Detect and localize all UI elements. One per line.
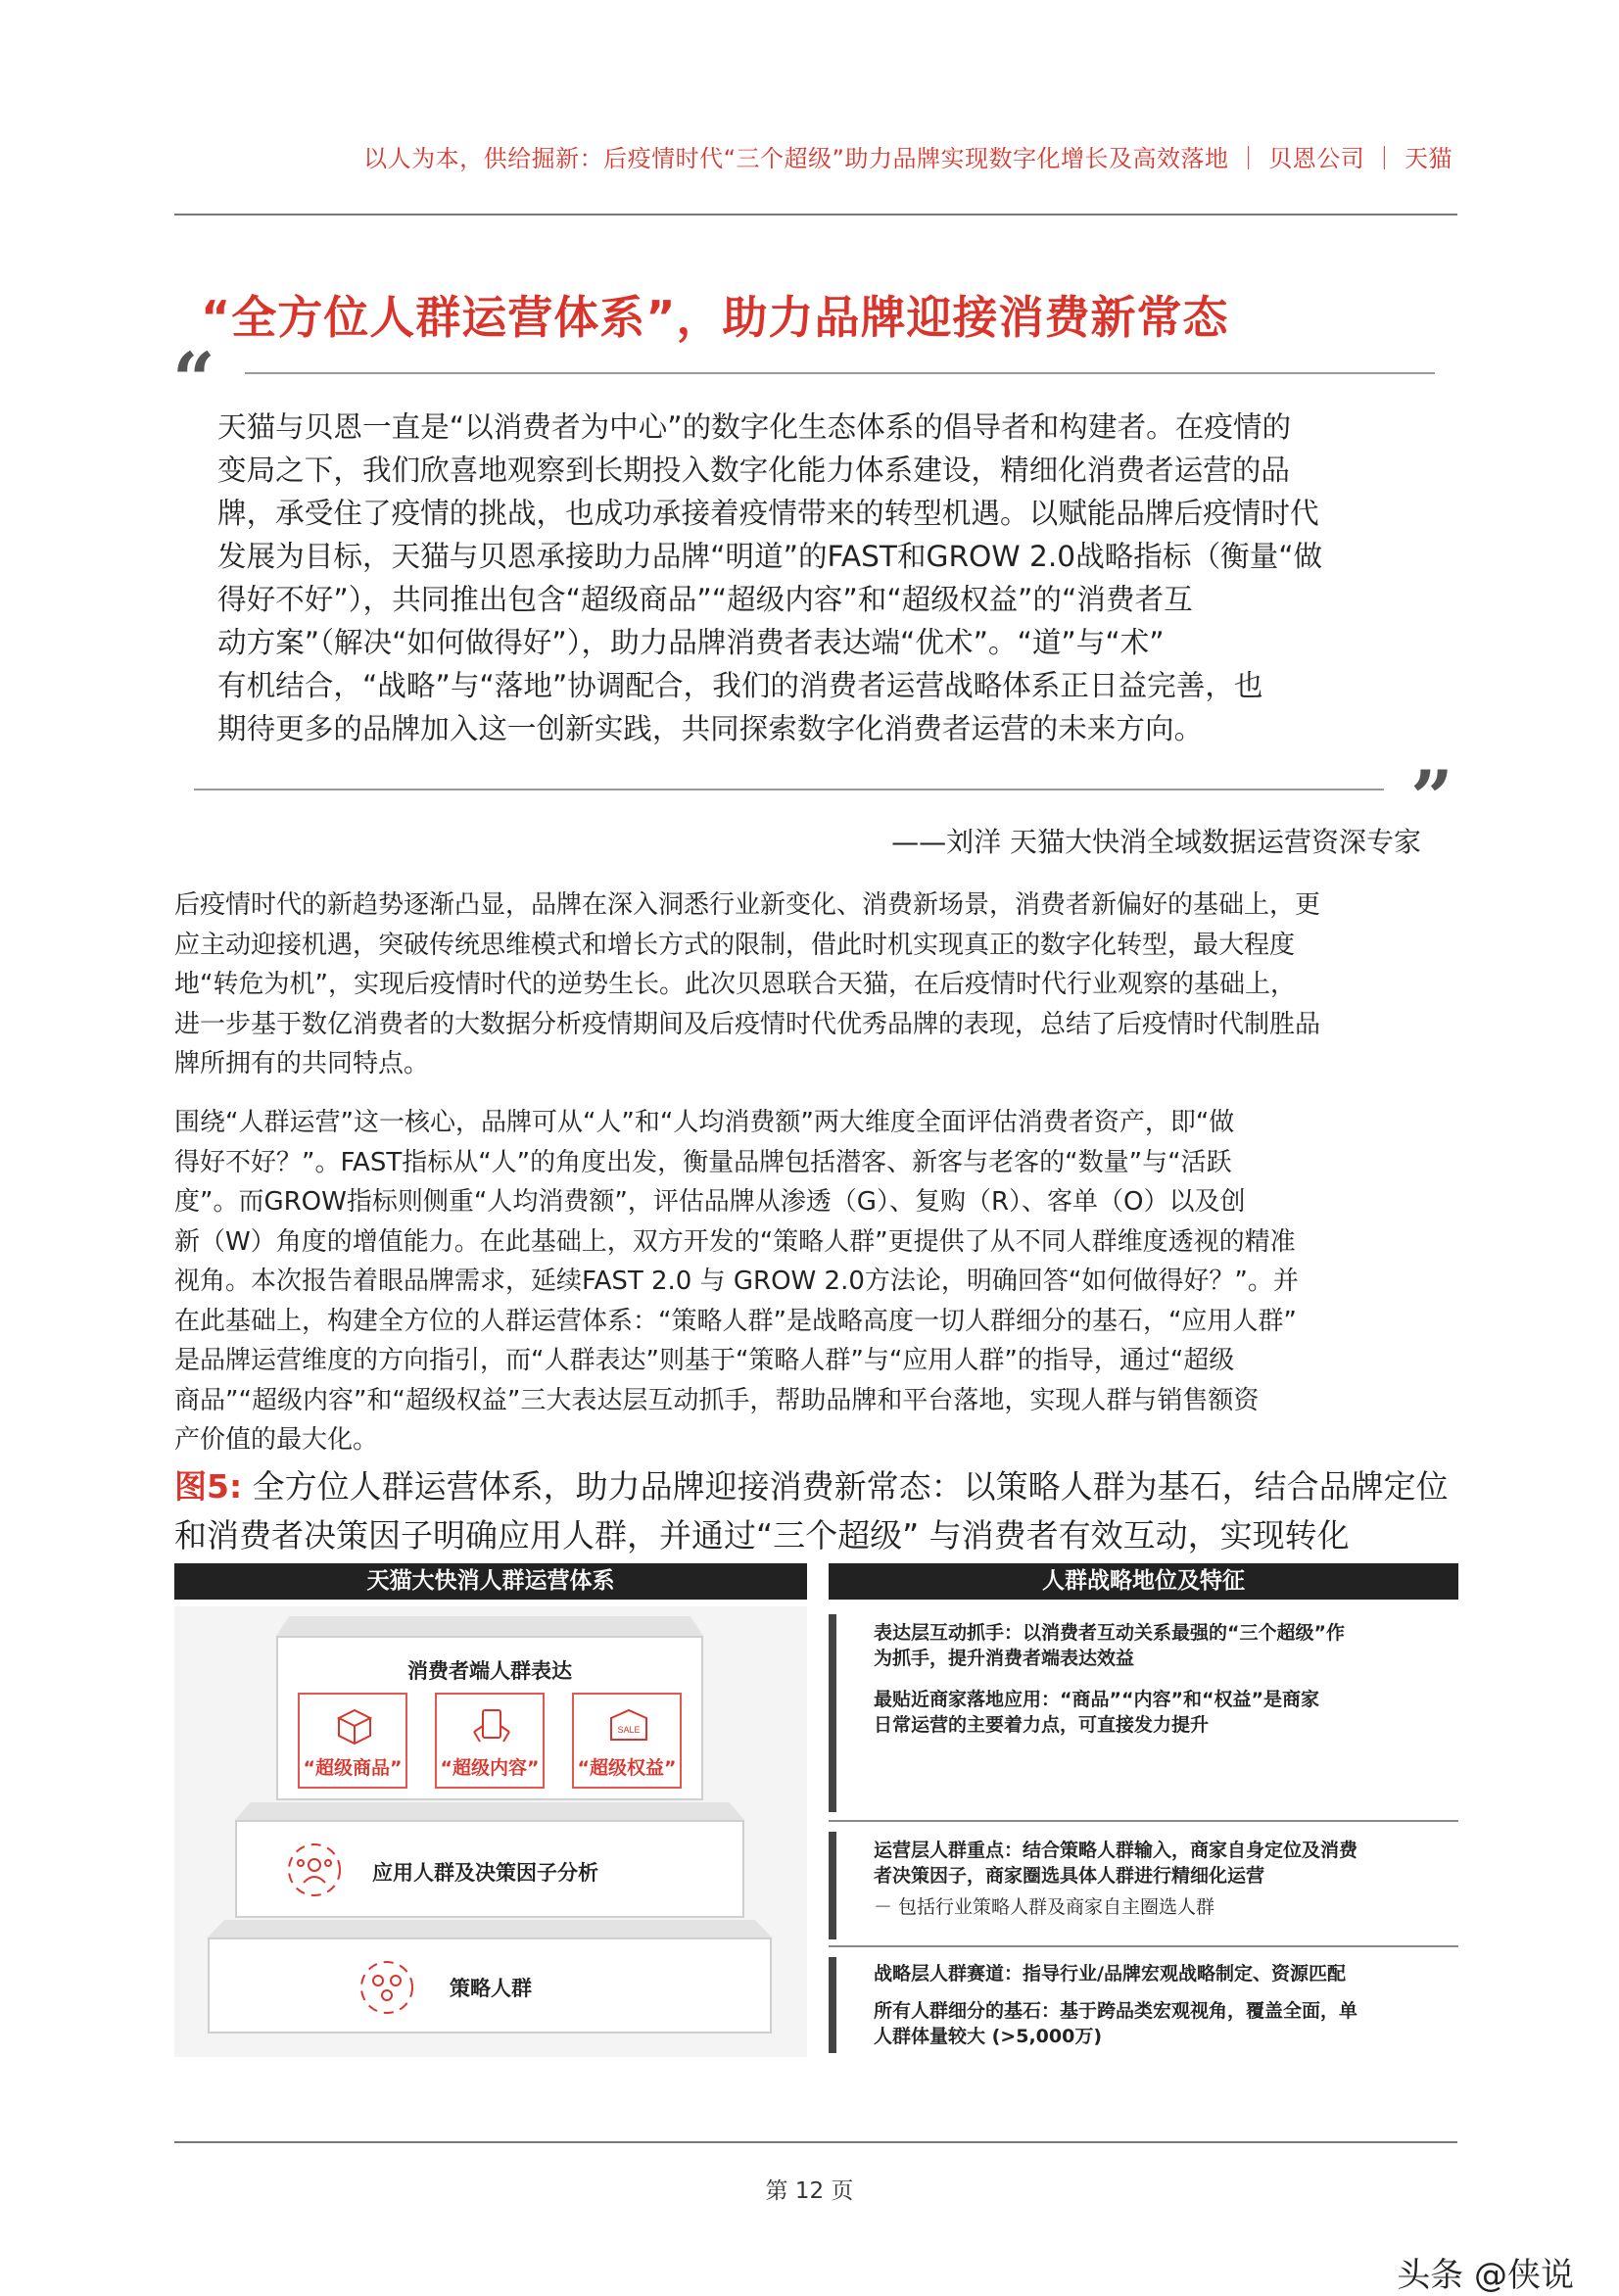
paragraph-line: 商品”“超级内容”和“超级权益”三大表达层互动抓手，帮助品牌和平台落地，实现人群与销售额资 (174, 1385, 1260, 1415)
right-divider-2 (829, 1945, 1458, 1947)
paragraph-line: 后疫情时代的新趋势逐渐凸显，品牌在深入洞悉行业新变化、消费新场景，消费者新偏好的基础上，更 (174, 890, 1321, 920)
right-divider-1 (829, 1820, 1458, 1822)
body-paragraph-1 (174, 885, 1457, 1084)
figure-label: 图5: (174, 1467, 243, 1506)
quote-line: 有机结合，“战略”与“落地”协调配合，我们的消费者运营战略体系正日益完善，也 (217, 669, 1263, 702)
super-benefit-box (572, 1693, 682, 1789)
paragraph-line: 度”。而GROW指标则侧重“人均消费额”，评估品牌从渗透（G）、复购（R）、客单（O）以及创 (174, 1187, 1246, 1217)
expression-tier-label: 消费者端人群表达 (407, 1659, 572, 1683)
expression-layer-desc-2: 为抓手，提升消费者端表达效益 (874, 1648, 1135, 1669)
merchant-application-desc: “商品”“内容”和“权益”是商家 (1060, 1689, 1319, 1710)
figure-caption (174, 1462, 1467, 1560)
body-paragraph-2 (174, 1103, 1457, 1460)
strategy-tier-label: 策略人群 (450, 1977, 532, 2000)
phone-hands-icon (470, 1706, 513, 1746)
paragraph-line: 视角。本次报告着眼品牌需求，延续FAST 2.0 与 GROW 2.0方法论，明确回答“如何做得好？”。并 (174, 1267, 1299, 1296)
expression-layer-title: 表达层互动抓手： (874, 1622, 1024, 1644)
paragraph-line: 新（W）角度的增值能力。在此基础上，双方开发的“策略人群”更提供了从不同人群维度透视的精准 (174, 1226, 1296, 1257)
operation-layer-sub: － 包括行业策略人群及商家自主圈选人群 (874, 1896, 1215, 1918)
watermark: 头条 @侠说 (1397, 2256, 1574, 2295)
quote-line: 天猫与贝恩一直是“以消费者为中心”的数字化生态体系的倡导者和构建者。在疫情的 (217, 410, 1292, 444)
open-quote-icon: “ (172, 336, 215, 423)
quote-bottom-rule (194, 789, 1384, 790)
footer-divider (174, 2141, 1457, 2143)
sale-tag-icon (607, 1706, 650, 1746)
top-tier (276, 1636, 703, 1800)
strategy-layer-bar (829, 1957, 836, 2053)
operation-layer-text (874, 1838, 1442, 1920)
sale-tag-text: SALE (617, 1725, 641, 1735)
operation-layer-desc: 结合策略人群输入，商家自身定位及消费 (1023, 1840, 1358, 1861)
strategy-people-icon (358, 1959, 415, 2016)
paragraph-line: 进一步基于数亿消费者的大数据分析疫情期间及后疫情时代优秀品牌的表现，总结了后疫情时代制胜品 (174, 1009, 1321, 1039)
top-tier-cap (276, 1616, 703, 1636)
super-content-box (435, 1693, 545, 1789)
super-product-box (298, 1693, 407, 1789)
page-number: 第 12 页 (765, 2178, 854, 2204)
super-product-label: “超级商品” (303, 1757, 403, 1779)
strategy-layer-title: 战略层人群赛道： (874, 1963, 1024, 1985)
paragraph-line: 应主动迎接机遇，突破传统思维模式和增长方式的限制，借此时机实现真正的数字化转型，最大程度 (174, 930, 1296, 960)
quote-attribution: ——刘洋 天猫大快消全域数据运营资深专家 (891, 826, 1421, 858)
box-icon (333, 1706, 376, 1746)
paragraph-line: 得好不好？”。FAST指标从“人”的角度出发，衡量品牌包括潜客、新客与老客的“数量”与“活跃 (174, 1147, 1232, 1177)
header-divider (174, 214, 1457, 215)
expression-layer-text (874, 1620, 1442, 1738)
bottom-tier-cap (208, 1920, 772, 1937)
quote-top-rule (245, 372, 1435, 374)
middle-tier-cap (235, 1802, 744, 1820)
quote-line: 期待更多的品牌加入这一创新实践，共同探索数字化消费者运营的未来方向。 (217, 712, 1204, 745)
figure-caption-line-1: 全方位人群运营体系，助力品牌迎接消费新常态：以策略人群为基石，结合品牌定位 (242, 1467, 1449, 1506)
quote-line: 牌，承受住了疫情的挑战，也成功承接着疫情带来的转型机遇。以赋能品牌后疫情时代 (217, 497, 1319, 530)
close-quote-icon: ” (1410, 754, 1453, 841)
decision-factor-icon (286, 1842, 343, 1898)
bottom-tier (208, 1937, 772, 2033)
section-title: “全方位人群运营体系”，助力品牌迎接消费新常态 (201, 291, 1229, 344)
quote-line: 变局之下，我们欣喜地观察到长期投入数字化能力体系建设，精细化消费者运营的品 (217, 454, 1290, 487)
quote-line: 发展为目标，天猫与贝恩承接助力品牌“明道”的FAST和GROW 2.0战略指标（衡量“做 (217, 540, 1323, 573)
operation-layer-desc-2: 者决策因子，商家圈选具体人群进行精细化运营 (874, 1865, 1265, 1887)
paragraph-line: 产价值的最大化。 (174, 1425, 379, 1455)
operation-layer-bar (829, 1832, 836, 1939)
paragraph-line: 围绕“人群运营”这一核心，品牌可从“人”和“人均消费额”两大维度全面评估消费者资产，即“做 (174, 1108, 1235, 1137)
right-panel-header: 人群战略地位及特征 (829, 1563, 1458, 1600)
quote-body (217, 406, 1422, 750)
right-panel (829, 1606, 1458, 2057)
merchant-application-title: 最贴近商家落地应用： (874, 1689, 1061, 1710)
paragraph-line: 在此基础上，构建全方位的人群运营体系：“策略人群”是战略高度一切人群细分的基石，“应用人群” (174, 1306, 1297, 1336)
quote-line: 动方案”（解决“如何做得好”），助力品牌消费者表达端“优术”。“道”与“术” (217, 626, 1165, 659)
quote-line: 得好不好”），共同推出包含“超级商品”“超级内容”和“超级权益”的“消费者互 (217, 583, 1193, 616)
paragraph-line: 是品牌运营维度的方向指引，而“人群表达”则基于“策略人群”与“应用人群”的指导，通过“超级 (174, 1346, 1235, 1375)
expression-layer-bar (829, 1614, 836, 1812)
application-tier-label: 应用人群及决策因子分析 (372, 1861, 598, 1885)
middle-tier (235, 1820, 744, 1918)
merchant-application-desc-2: 日常运营的主要着力点，可直接发力提升 (874, 1714, 1210, 1736)
paragraph-line: 牌所拥有的共同特点。 (174, 1049, 430, 1078)
figure-caption-line-2: 和消费者决策因子明确应用人群，并通过“三个超级” 与消费者有效互动，实现转化 (174, 1516, 1350, 1555)
foundation-title: 所有人群细分的基石： (874, 2000, 1061, 2022)
running-header: 以人为本，供给掘新：后疫情时代“三个超级”助力品牌实现数字化增长及高效落地 ｜ 贝恩公司 ｜ 天猫 (363, 145, 1452, 172)
foundation-desc-2: 人群体量较大 (>5,000万) (874, 2026, 1103, 2047)
paragraph-line: 地“转危为机”，实现后疫情时代的逆势生长。此次贝恩联合天猫，在后疫情时代行业观察的基础上， (174, 970, 1296, 999)
super-benefit-label: “超级权益” (577, 1757, 677, 1779)
super-content-label: “超级内容” (440, 1757, 540, 1779)
left-panel-header: 天猫大快消人群运营体系 (174, 1563, 807, 1600)
strategy-layer-desc: 指导行业/品牌宏观战略制定、资源匹配 (1023, 1963, 1346, 1985)
strategy-layer-text (874, 1961, 1442, 2049)
expression-layer-desc: 以消费者互动关系最强的“三个超级”作 (1023, 1622, 1345, 1644)
foundation-desc: 基于跨品类宏观视角，覆盖全面，单 (1060, 2000, 1358, 2022)
operation-layer-title: 运营层人群重点： (874, 1840, 1024, 1861)
